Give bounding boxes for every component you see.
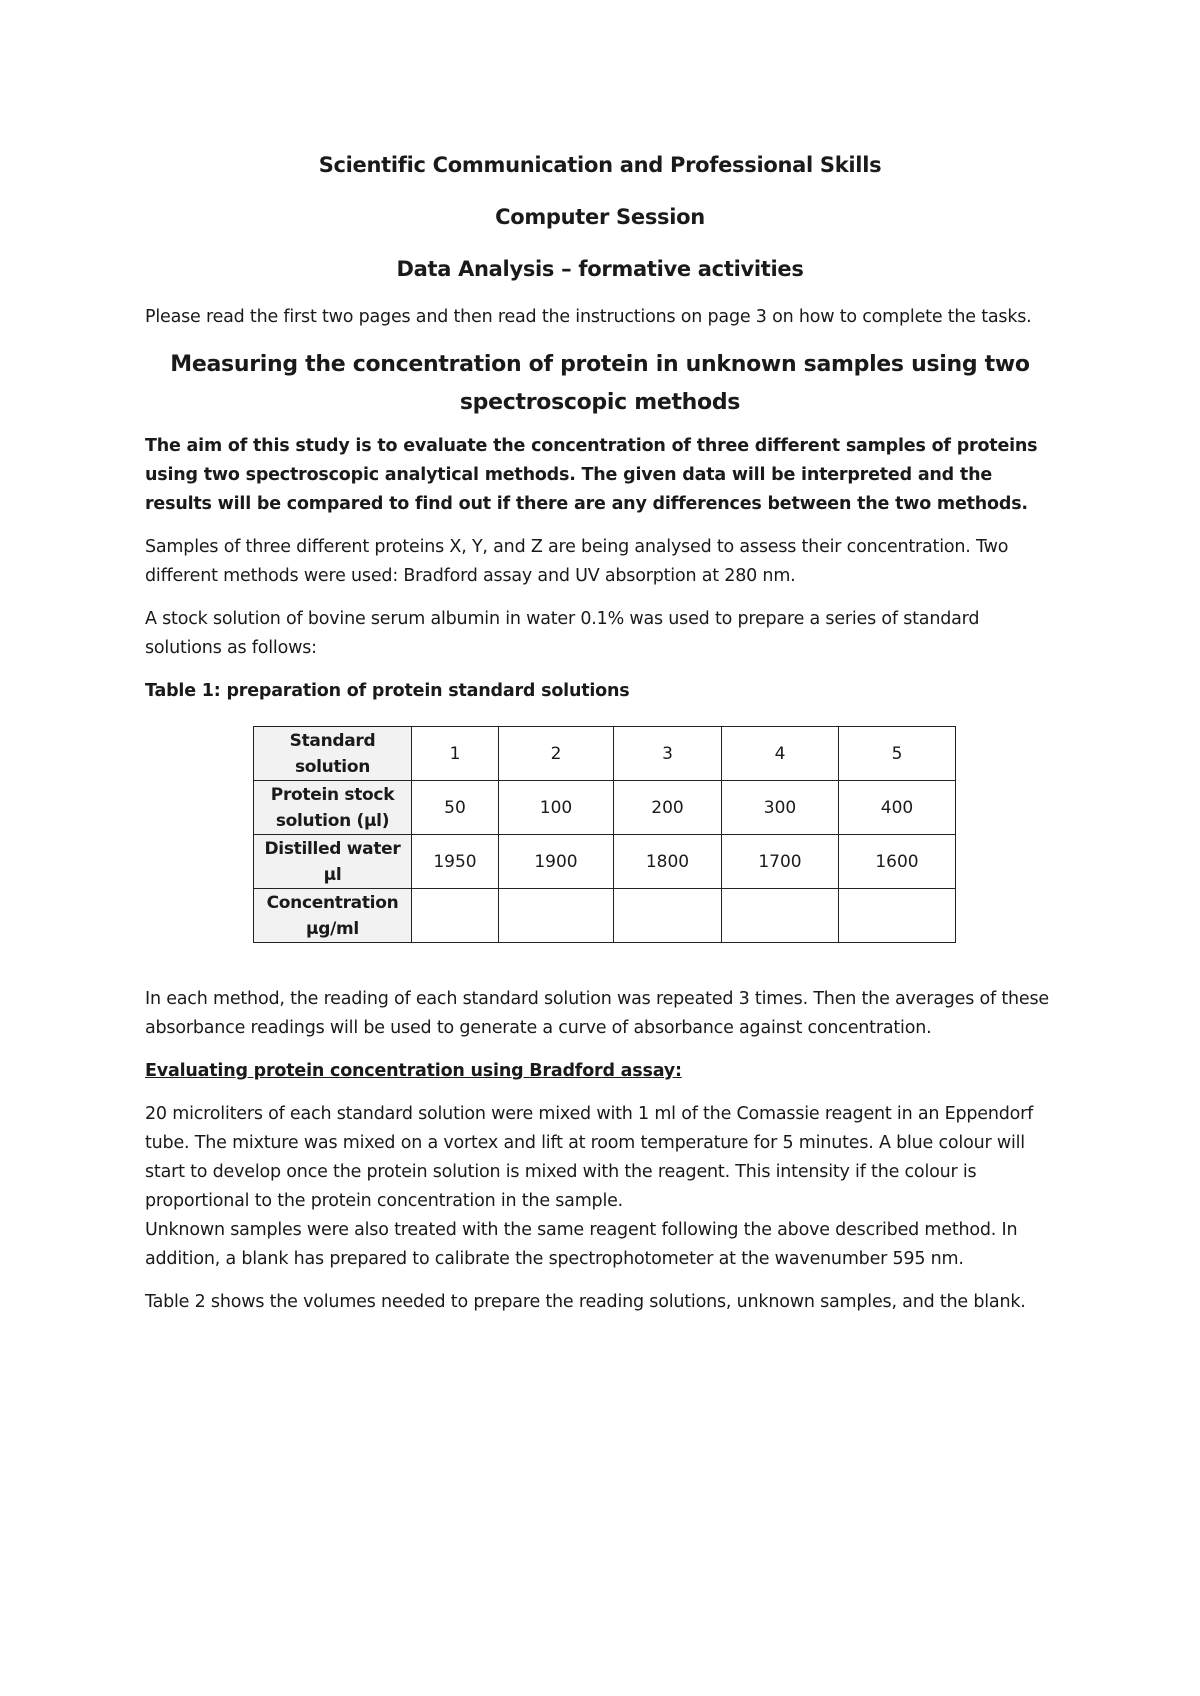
row-standard-solution	[254, 727, 956, 781]
table-cell: 400	[839, 781, 956, 835]
table1-caption: Table 1: preparation of protein standard solutions	[145, 681, 630, 701]
row-protein-stock	[254, 781, 956, 835]
table-cell: 1700	[722, 835, 839, 889]
study-heading: Measuring the concentration of protein in unknown samples using two spectroscopic methods	[170, 352, 1030, 415]
table-cell	[839, 889, 956, 943]
document-page	[145, 145, 1055, 1317]
table-cell: 3	[614, 727, 722, 781]
table-cell: 2	[499, 727, 614, 781]
table-cell: 300	[722, 781, 839, 835]
course-title: Scientific Communication and Professional Skills	[318, 153, 882, 177]
row-header: Concentration µg/ml	[254, 889, 412, 943]
table-cell	[614, 889, 722, 943]
row-header: Standard solution	[254, 727, 412, 781]
aim-statement: The aim of this study is to evaluate the concentration of three different samples of proteins using two spectroscopic analytical methods. The given data will be interpreted and the results will be compared to find out if there are any differences between the two methods.	[145, 436, 1038, 514]
session-title: Computer Session	[495, 205, 705, 229]
intro-text: Please read the first two pages and then read the instructions on page 3 on how to complete the tasks.	[145, 307, 1032, 327]
row-distilled-water	[254, 835, 956, 889]
table-cell: 4	[722, 727, 839, 781]
activity-title: Data Analysis – formative activities	[396, 257, 804, 281]
table-cell: 1	[412, 727, 499, 781]
table-cell: 1950	[412, 835, 499, 889]
readings-paragraph: In each method, the reading of each standard solution was repeated 3 times. Then the averages of these absorbance readings will be used to generate a curve of absorbance against concentration.	[145, 989, 1049, 1038]
table-cell: 1800	[614, 835, 722, 889]
table-cell: 1900	[499, 835, 614, 889]
bradford-method-paragraph: 20 microliters of each standard solution were mixed with 1 ml of the Comassie reagent in an Eppendorf tube. The mixture was mixed on a vortex and lift at room temperature for 5 minutes. A blue colour will start to develop once the protein solution is mixed with the reagent. This intensity if the colour is proportional to the protein concentration in the sample.	[145, 1104, 1034, 1211]
table-cell: 5	[839, 727, 956, 781]
table-cell: 100	[499, 781, 614, 835]
row-concentration	[254, 889, 956, 943]
unknown-samples-paragraph: Unknown samples were also treated with the same reagent following the above described method. In addition, a blank has prepared to calibrate the spectrophotometer at the wavenumber 595 nm.	[145, 1220, 1018, 1269]
bradford-section-heading: Evaluating protein concentration using Bradford assay:	[145, 1061, 682, 1081]
table-cell	[412, 889, 499, 943]
table-cell: 1600	[839, 835, 956, 889]
row-header: Distilled water µl	[254, 835, 412, 889]
table-cell	[722, 889, 839, 943]
table-cell: 50	[412, 781, 499, 835]
stock-solution-paragraph: A stock solution of bovine serum albumin in water 0.1% was used to prepare a series of standard solutions as follows:	[145, 609, 980, 658]
table-cell	[499, 889, 614, 943]
samples-paragraph: Samples of three different proteins X, Y, and Z are being analysed to assess their concentration. Two different methods were used: Bradford assay and UV absorption at 280 nm.	[145, 537, 1009, 586]
table-cell: 200	[614, 781, 722, 835]
table2-intro-paragraph: Table 2 shows the volumes needed to prepare the reading solutions, unknown samples, and the blank.	[145, 1292, 1026, 1312]
standard-solutions-table	[253, 726, 956, 943]
row-header: Protein stock solution (µl)	[254, 781, 412, 835]
